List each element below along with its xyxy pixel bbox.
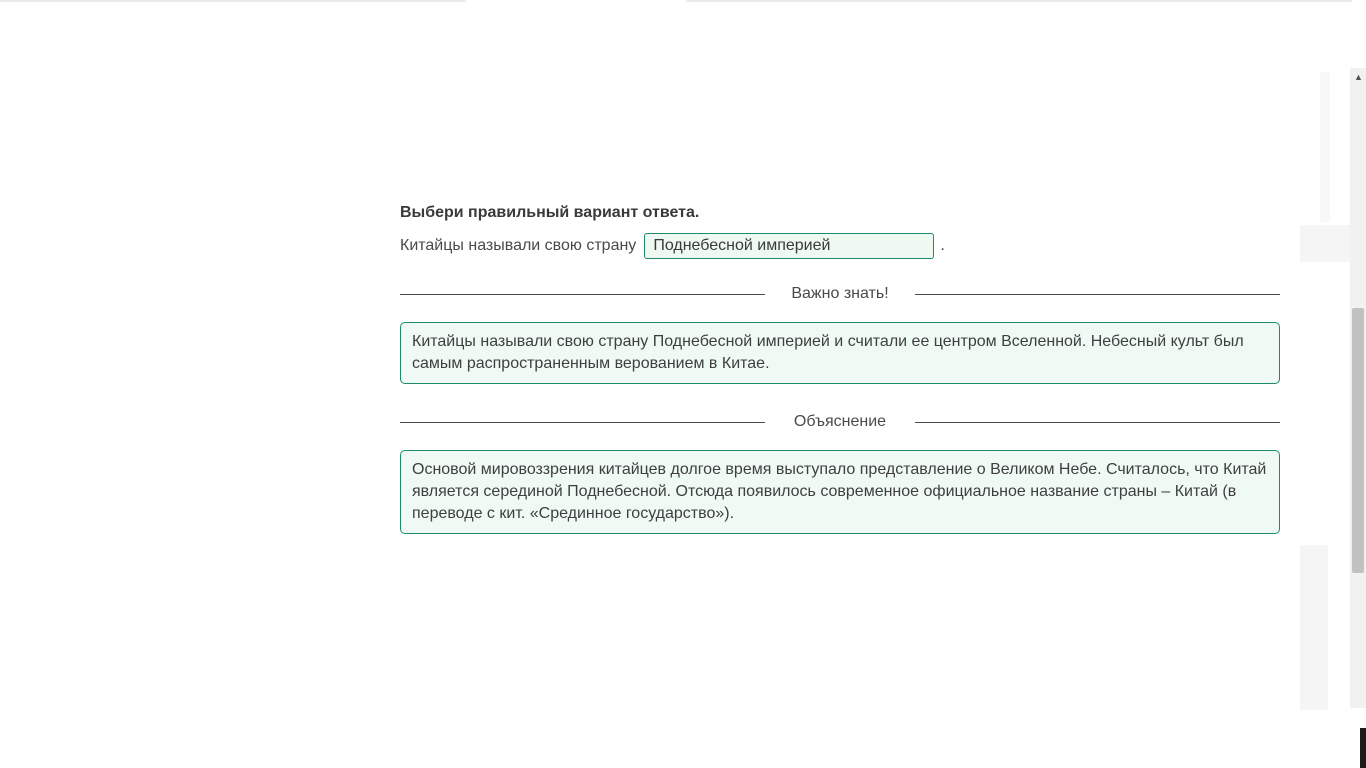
answer-field[interactable]: Поднебесной империей	[644, 233, 934, 259]
important-box: Китайцы называли свою страну Поднебесной империей и считали ее центром Вселенной. Небесный культ был самым распространенным верованием в Китае.	[400, 322, 1280, 384]
question-suffix: .	[940, 237, 945, 254]
question-text: Китайцы называли свою страну	[400, 237, 637, 254]
side-panel-fragment	[1320, 72, 1330, 222]
window-edge	[1360, 728, 1366, 768]
explanation-box: Основой мировоззрения китайцев долгое время выступало представление о Великом Небе. Считалось, что Китай является серединой Поднебесной. Отсюда появилось современное официальное название страны – Китай (в переводе с кит. «Срединное государство»).	[400, 450, 1280, 534]
important-heading: Важно знать!	[791, 285, 889, 302]
scroll-up-arrow-icon[interactable]: ▲	[1354, 72, 1363, 82]
instruction-text: Выбери правильный вариант ответа.	[400, 204, 700, 221]
explanation-heading: Объяснение	[793, 413, 887, 430]
top-edge	[0, 0, 1352, 34]
vertical-scrollbar[interactable]	[1350, 68, 1366, 708]
question-row	[400, 232, 1280, 260]
exercise-content	[400, 200, 1280, 534]
scrollbar-thumb[interactable]	[1352, 308, 1364, 573]
important-divider	[400, 282, 1280, 306]
explanation-divider	[400, 410, 1280, 434]
side-panel-fragment	[1300, 545, 1328, 710]
